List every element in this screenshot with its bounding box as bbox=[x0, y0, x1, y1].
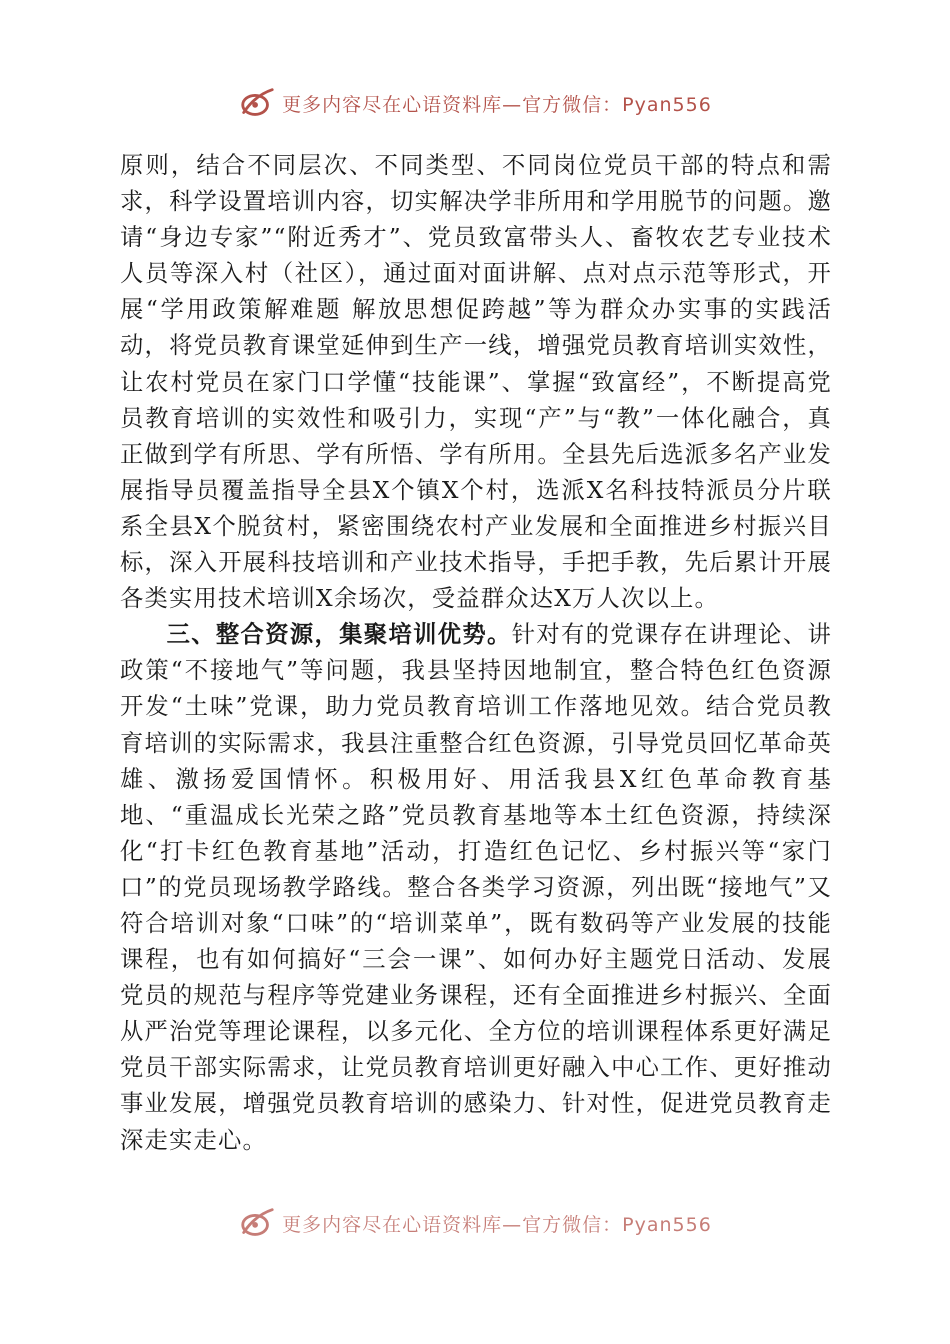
brush-logo-icon bbox=[238, 1204, 276, 1242]
header-watermark bbox=[0, 78, 950, 128]
watermark-text: 更多内容尽在心语资料库—官方微信：Pyan556 bbox=[282, 93, 712, 116]
brush-logo-icon bbox=[238, 84, 276, 122]
footer-watermark bbox=[0, 1198, 950, 1248]
paragraph-1: 原则，结合不同层次、不同类型、不同岗位党员干部的特点和需求，科学设置培训内容，切实解决学非所用和学用脱节的问题。邀请“身边专家”“附近秀才”、党员致富带头人、畜牧农艺专业技术人员等深入村（社区），通过面对面讲解、点对点示范等形式，开展“学用政策解难题 解放思想促跨越”等为群众办实事的实践活动，将党员教育课堂延伸到生产一线，增强党员教育培训实效性，让农村党员在家门口学懂“技能课”、掌握“致富经”，不断提高党员教育培训的实效性和吸引力，实现“产”与“教”一体化融合，真正做到学有所思、学有所悟、学有所用。全县先后选派多名产业发展指导员覆盖指导全县X个镇X个村，选派X名科技特派员分片联系全县X个脱贫村，紧密围绕农村产业发展和全面推进乡村振兴目标，深入开展科技培训和产业技术指导，手把手教，先后累计开展各类实用技术培训X余场次，受益群众达X万人次以上。 bbox=[120, 152, 832, 613]
paragraph-2 bbox=[120, 617, 832, 1158]
section-heading: 三、整合资源，集聚培训优势。 bbox=[166, 621, 512, 649]
watermark-text: 更多内容尽在心语资料库—官方微信：Pyan556 bbox=[282, 1213, 712, 1236]
paragraph-2-text: 针对有的党课存在讲理论、讲政策“不接地气”等问题，我县坚持因地制宜，整合特色红色资源开发“土味”党课，助力党员教育培训工作落地见效。结合党员教育培训的实际需求，我县注重整合红色资源，引导党员回忆革命英雄、激扬爱国情怀。积极用好、用活我县X红色革命教育基地、“重温成长光荣之路”党员教育基地等本土红色资源，持续深化“打卡红色教育基地”活动，打造红色记忆、乡村振兴等“家门口”的党员现场教学路线。整合各类学习资源，列出既“接地气”又符合培训对象“口味”的“培训菜单”，既有数码等产业发展的技能课程，也有如何搞好“三会一课”、如何办好主题党日活动、发展党员的规范与程序等党建业务课程，还有全面推进乡村振兴、全面从严治党等理论课程，以多元化、全方位的培训课程体系更好满足党员干部实际需求，让党员教育培训更好融入中心工作、更好推动事业发展，增强党员教育培训的感染力、针对性，促进党员教育走深走实走心。 bbox=[120, 621, 832, 1154]
document-body bbox=[120, 148, 832, 1159]
